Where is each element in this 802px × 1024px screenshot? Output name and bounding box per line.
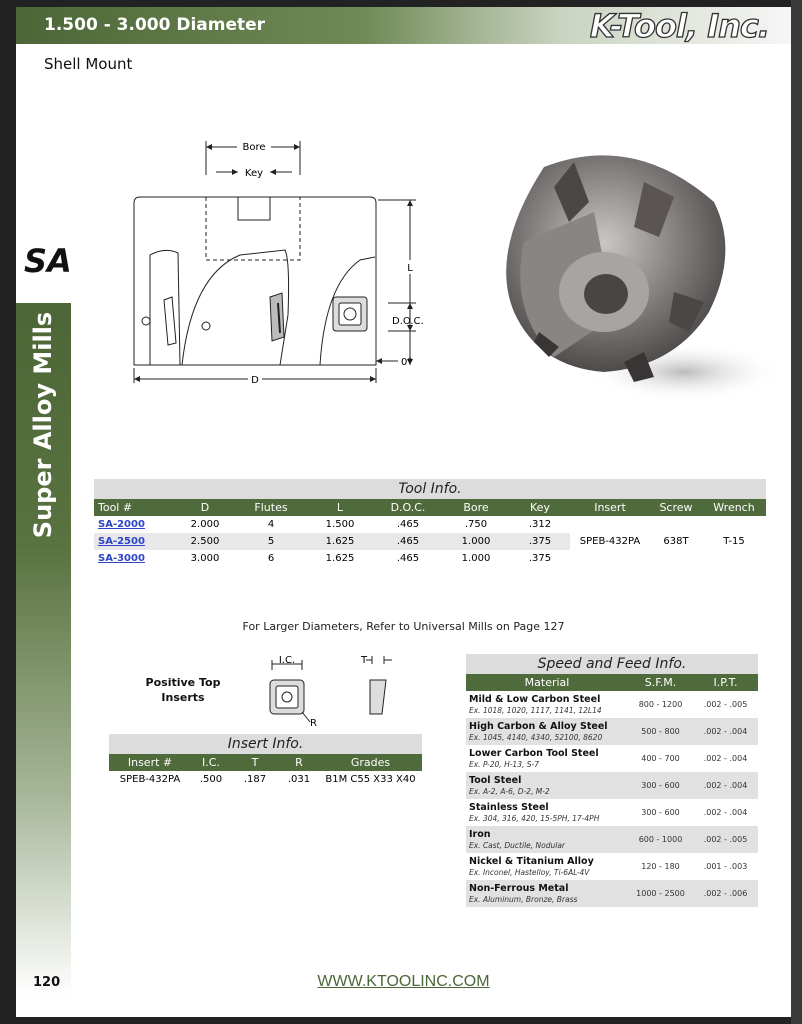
dim-angle-label: 0° xyxy=(401,357,413,368)
material-name: Nickel & Titanium Alloy xyxy=(469,856,594,867)
col-header: R xyxy=(279,754,319,771)
material-name: Lower Carbon Tool Steel xyxy=(469,748,599,759)
material-examples: Ex. P-20, H-13, S-7 xyxy=(469,760,539,769)
insert-type-line1: Positive Top xyxy=(145,676,221,689)
material-examples: Ex. 304, 316, 420, 15-5PH, 17-4PH xyxy=(469,814,600,823)
page-subtitle: Shell Mount xyxy=(44,55,133,73)
material-examples: Ex. Aluminum, Bronze, Brass xyxy=(469,895,578,904)
col-header: Insert xyxy=(570,499,650,516)
table-row xyxy=(466,772,758,799)
table-cell: .375 xyxy=(528,553,552,564)
page-edge xyxy=(791,0,802,1024)
tool-info-table-block xyxy=(94,479,766,567)
table-cell: SPEB-432PA xyxy=(119,774,181,785)
table-row xyxy=(466,745,758,772)
table-cell: 1.000 xyxy=(442,533,510,550)
ipt-cell: .002 - .004 xyxy=(693,718,758,745)
insert-t-label: T xyxy=(360,655,368,666)
sfm-cell: 400 - 700 xyxy=(641,754,680,763)
ipt-cell: .002 - .004 xyxy=(703,808,748,817)
table-cell: 6 xyxy=(267,553,275,564)
col-header: Insert # xyxy=(109,754,191,771)
col-header: Bore xyxy=(442,499,510,516)
table-cell: .312 xyxy=(528,519,552,530)
col-header: Flutes xyxy=(236,499,306,516)
table-row xyxy=(466,826,758,853)
ipt-cell: .002 - .005 xyxy=(693,826,758,853)
insert-ic-label: I.C. xyxy=(278,655,296,666)
sfm-cell: 120 - 180 xyxy=(641,862,680,871)
catalog-page xyxy=(16,7,791,1017)
table-cell: 1.625 xyxy=(325,553,355,564)
tool-link[interactable]: SA-3000 xyxy=(98,553,145,564)
table-row xyxy=(466,691,758,718)
sfm-cell: 1000 - 2500 xyxy=(628,880,693,907)
tool-info-title: Tool Info. xyxy=(94,479,766,499)
col-header: D.O.C. xyxy=(374,499,442,516)
col-header: T xyxy=(231,754,279,771)
table-cell: 2.000 xyxy=(190,519,220,530)
col-header: Screw xyxy=(650,499,702,516)
table-cell: .465 xyxy=(396,519,420,530)
col-header: Grades xyxy=(319,754,422,771)
ipt-cell: .002 - .005 xyxy=(703,700,748,709)
col-header: S.F.M. xyxy=(628,674,693,691)
insert-info-title: Insert Info. xyxy=(109,734,422,754)
material-examples: Ex. Inconel, Hastelloy, Ti-6AL-4V xyxy=(469,868,590,877)
series-code: SA xyxy=(24,242,72,280)
table-cell: .031 xyxy=(287,774,311,785)
table-cell: .465 xyxy=(396,553,420,564)
speed-feed-title: Speed and Feed Info. xyxy=(466,654,758,674)
material-name: Non-Ferrous Metal xyxy=(469,883,569,894)
col-header: Key xyxy=(510,499,570,516)
header-bar xyxy=(16,7,791,44)
table-cell: 1.500 xyxy=(325,519,355,530)
sfm-cell: 800 - 1200 xyxy=(638,700,683,709)
table-cell: .187 xyxy=(243,774,267,785)
dim-l-label: L xyxy=(407,263,413,274)
col-header: D xyxy=(174,499,236,516)
sidebar-section-title: Super Alloy Mills xyxy=(29,311,57,539)
material-name: Mild & Low Carbon Steel xyxy=(469,694,601,705)
ipt-cell: .001 - .003 xyxy=(703,862,748,871)
table-header-row xyxy=(94,499,766,516)
material-name: Iron xyxy=(469,829,491,840)
speed-feed-block xyxy=(466,654,758,907)
ipt-cell: .002 - .004 xyxy=(703,754,748,763)
insert-r-label: R xyxy=(310,718,317,727)
sfm-cell: 600 - 1000 xyxy=(628,826,693,853)
insert-type-line2: Inserts xyxy=(161,691,205,704)
material-examples: Ex. 1018, 1020, 1117, 1141, 12L14 xyxy=(469,706,602,715)
table-cell: B1M C55 X33 X40 xyxy=(325,774,416,785)
dim-bore-label: Bore xyxy=(242,142,266,153)
sfm-cell: 300 - 600 xyxy=(628,772,693,799)
col-header: L xyxy=(306,499,374,516)
tool-link[interactable]: SA-2000 xyxy=(98,519,145,530)
tool-dimension-diagram xyxy=(120,125,450,385)
table-row xyxy=(466,718,758,745)
material-examples: Ex. A-2, A-6, D-2, M-2 xyxy=(469,787,550,796)
insert-diagram xyxy=(264,652,404,727)
dim-doc-label: D.O.C. xyxy=(392,316,424,327)
tool-info-table xyxy=(94,499,766,567)
col-header: Material xyxy=(466,674,628,691)
table-cell: .500 xyxy=(199,774,223,785)
table-cell: 2.500 xyxy=(174,533,236,550)
table-cell: 4 xyxy=(267,519,275,530)
col-header: Wrench xyxy=(702,499,766,516)
sfm-cell: 300 - 600 xyxy=(641,808,680,817)
material-name: High Carbon & Alloy Steel xyxy=(469,721,608,732)
material-examples: Ex. Cast, Ductile, Nodular xyxy=(469,841,566,850)
table-cell: 5 xyxy=(236,533,306,550)
insert-info-table-block xyxy=(109,734,422,788)
col-header: I.C. xyxy=(191,754,231,771)
dim-key-label: Key xyxy=(244,168,264,179)
table-row xyxy=(466,799,758,826)
table-cell: .750 xyxy=(464,519,488,530)
material-name: Tool Steel xyxy=(469,775,522,786)
table-cell: .375 xyxy=(510,533,570,550)
wrench-cell: T-15 xyxy=(723,536,745,547)
page-number: 120 xyxy=(33,975,61,990)
tool-photo xyxy=(484,142,784,412)
dim-d-label: D xyxy=(251,375,259,385)
insert-info-table xyxy=(109,754,422,788)
ipt-cell: .002 - .006 xyxy=(693,880,758,907)
table-header-row xyxy=(466,674,758,691)
speed-feed-table xyxy=(466,674,758,907)
screw-cell: 638T xyxy=(663,536,689,547)
table-row xyxy=(94,516,766,533)
material-examples: Ex. 1045, 4140, 4340, 52100, 8620 xyxy=(469,733,603,742)
tool-link[interactable]: SA-2500 xyxy=(98,536,145,547)
table-row xyxy=(109,771,422,788)
table-cell: 3.000 xyxy=(190,553,220,564)
insert-type-label xyxy=(138,675,228,705)
col-header: I.P.T. xyxy=(693,674,758,691)
ipt-cell: .002 - .004 xyxy=(693,772,758,799)
table-header-row xyxy=(109,754,422,771)
table-cell: 1.000 xyxy=(461,553,491,564)
page-title: 1.500 - 3.000 Diameter xyxy=(44,15,266,35)
col-header: Tool # xyxy=(94,499,174,516)
brand-logo: K-Tool, Inc. xyxy=(589,7,769,45)
sfm-cell: 500 - 800 xyxy=(628,718,693,745)
table-cell: .465 xyxy=(374,533,442,550)
table-row xyxy=(466,880,758,907)
larger-diameter-note: For Larger Diameters, Refer to Universal Mills on Page 127 xyxy=(242,620,565,633)
website-link[interactable]: WWW.KTOOLINC.COM xyxy=(317,973,490,990)
material-name: Stainless Steel xyxy=(469,802,549,813)
table-cell: 1.625 xyxy=(306,533,374,550)
table-row xyxy=(466,853,758,880)
insert-cell: SPEB-432PA xyxy=(579,536,641,547)
